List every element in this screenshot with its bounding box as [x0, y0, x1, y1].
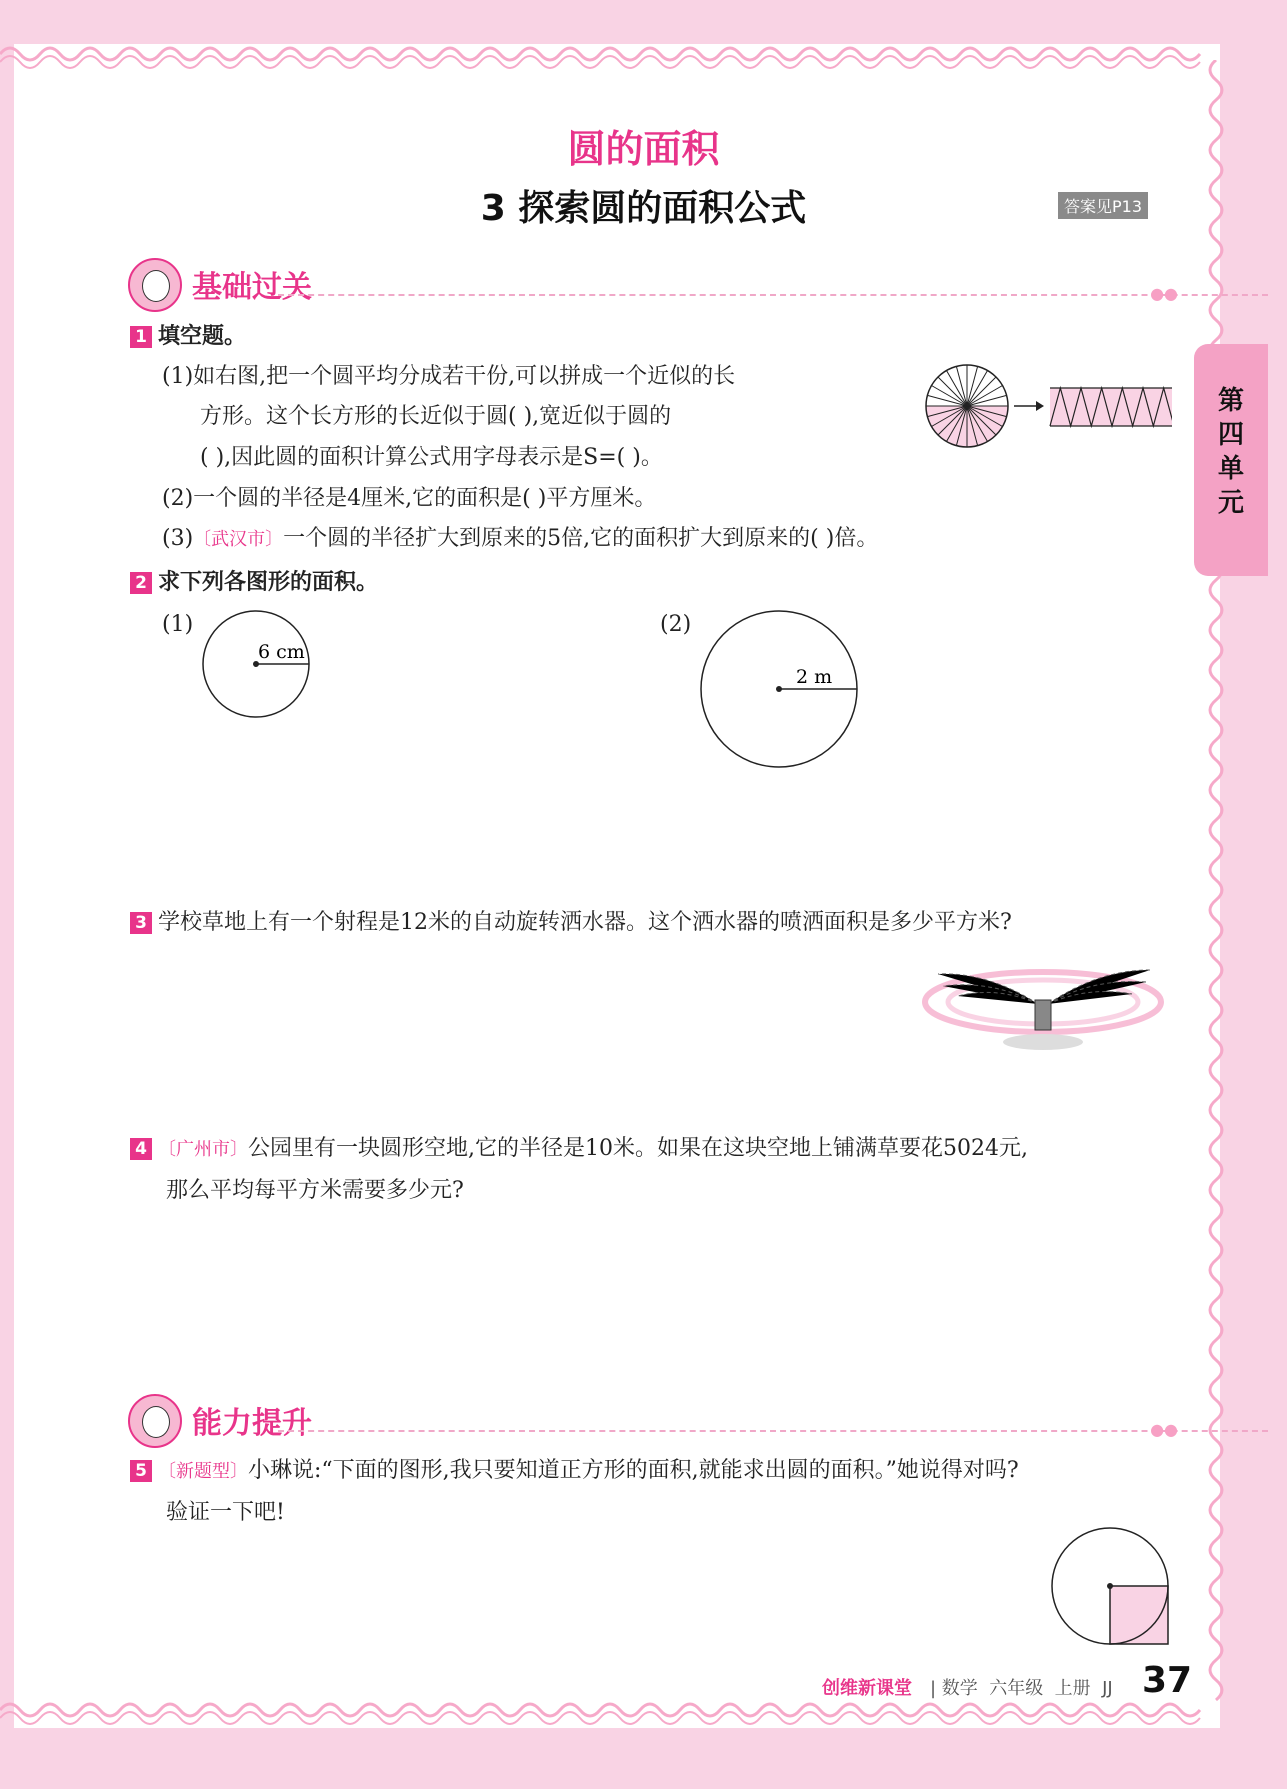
question-number-badge: 3 — [130, 912, 152, 934]
q1-line-5 — [162, 524, 878, 555]
q2-figure-2-label: (2) — [660, 612, 692, 637]
q2-circle-2m — [694, 604, 864, 774]
section-title-advanced: 能力提升 — [192, 1406, 312, 1441]
section-divider — [278, 294, 1268, 296]
wavy-border-right — [1196, 60, 1236, 1720]
question-5-line-1 — [130, 1456, 1019, 1487]
decor-dots-icon: ●● — [1150, 1420, 1178, 1439]
question-number-badge: 4 — [130, 1138, 152, 1160]
q1-line-4: (2)一个圆的半径是4厘米,它的面积是( )平方厘米。 — [162, 486, 657, 511]
wavy-border-bottom — [0, 1696, 1287, 1736]
page-number: 37 — [1142, 1660, 1193, 1701]
sprinkler-illustration — [918, 952, 1168, 1062]
q1-line-1: (1)如右图,把一个圆平均分成若干份,可以拼成一个近似的长 — [162, 364, 736, 389]
q2-figure-1-label: (1) — [162, 612, 194, 637]
question-type-tag: 〔新题型〕 — [158, 1461, 248, 1482]
question-1-header — [130, 322, 246, 352]
footer-book-info: | 数学 六年级 上册 JJ — [930, 1678, 1113, 1699]
question-3-text: 学校草地上有一个射程是12米的自动旋转洒水器。这个洒水器的喷洒面积是多少平方米? — [158, 910, 1012, 935]
answer-reference-badge: 答案见P13 — [1058, 192, 1148, 219]
section-mascot-icon — [128, 1394, 182, 1448]
radius-label-6cm: 6 cm — [258, 641, 305, 663]
wavy-border-top — [0, 34, 1287, 74]
question-5-line-2: 验证一下吧! — [166, 1500, 285, 1525]
q1-line-2: 方形。这个长方形的长近似于圆( ),宽近似于圆的 — [200, 404, 672, 429]
circle-to-rectangle-figure — [922, 360, 1172, 450]
section-divider — [278, 1430, 1268, 1432]
arrow-icon — [1014, 401, 1044, 411]
section-header-advanced — [128, 1394, 1178, 1446]
q1-line-3: ( ),因此圆的面积计算公式用字母表示是S=( )。 — [200, 445, 663, 470]
circle-with-square-figure — [1046, 1524, 1172, 1650]
lesson-title: 3 探索圆的面积公式 — [480, 188, 807, 229]
question-number-badge: 1 — [130, 326, 152, 348]
section-header-basic — [128, 258, 1178, 310]
q1-line-5-prefix: (3) — [162, 526, 194, 551]
question-2-header — [130, 568, 378, 598]
radius-label-2m: 2 m — [796, 666, 833, 688]
question-number-badge: 2 — [130, 572, 152, 594]
question-1-title: 填空题。 — [158, 324, 247, 349]
divided-circle-figure — [926, 365, 1008, 447]
q1-line-5-text: 一个圆的半径扩大到原来的5倍,它的面积扩大到原来的( )倍。 — [283, 526, 879, 551]
question-2-title: 求下列各图形的面积。 — [158, 570, 379, 595]
question-number-badge: 5 — [130, 1460, 152, 1482]
section-mascot-icon — [128, 258, 182, 312]
question-5-text-1: 小琳说:“下面的图形,我只要知道正方形的面积,就能求出圆的面积。”她说得对吗? — [248, 1458, 1019, 1483]
footer-brand: 创维新课堂 — [822, 1678, 912, 1699]
question-4-text-1: 公园里有一块圆形空地,它的半径是10米。如果在这块空地上铺满草要花5024元, — [248, 1136, 1028, 1161]
q2-circle-6cm — [196, 604, 316, 724]
city-tag: 〔广州市〕 — [158, 1139, 248, 1160]
question-3 — [130, 908, 1012, 938]
chapter-title: 圆的面积 — [567, 127, 720, 171]
approximate-rectangle-figure — [1050, 388, 1172, 426]
question-4-line-1 — [130, 1134, 1028, 1165]
city-tag: 〔武汉市〕 — [193, 529, 284, 550]
decor-dots-icon: ●● — [1150, 284, 1178, 303]
unit-side-tab — [1194, 344, 1268, 576]
unit-tab-label: 第四单元 — [1217, 386, 1244, 518]
section-title-basic: 基础过关 — [192, 270, 312, 305]
question-4-line-2: 那么平均每平方米需要多少元? — [166, 1178, 464, 1203]
